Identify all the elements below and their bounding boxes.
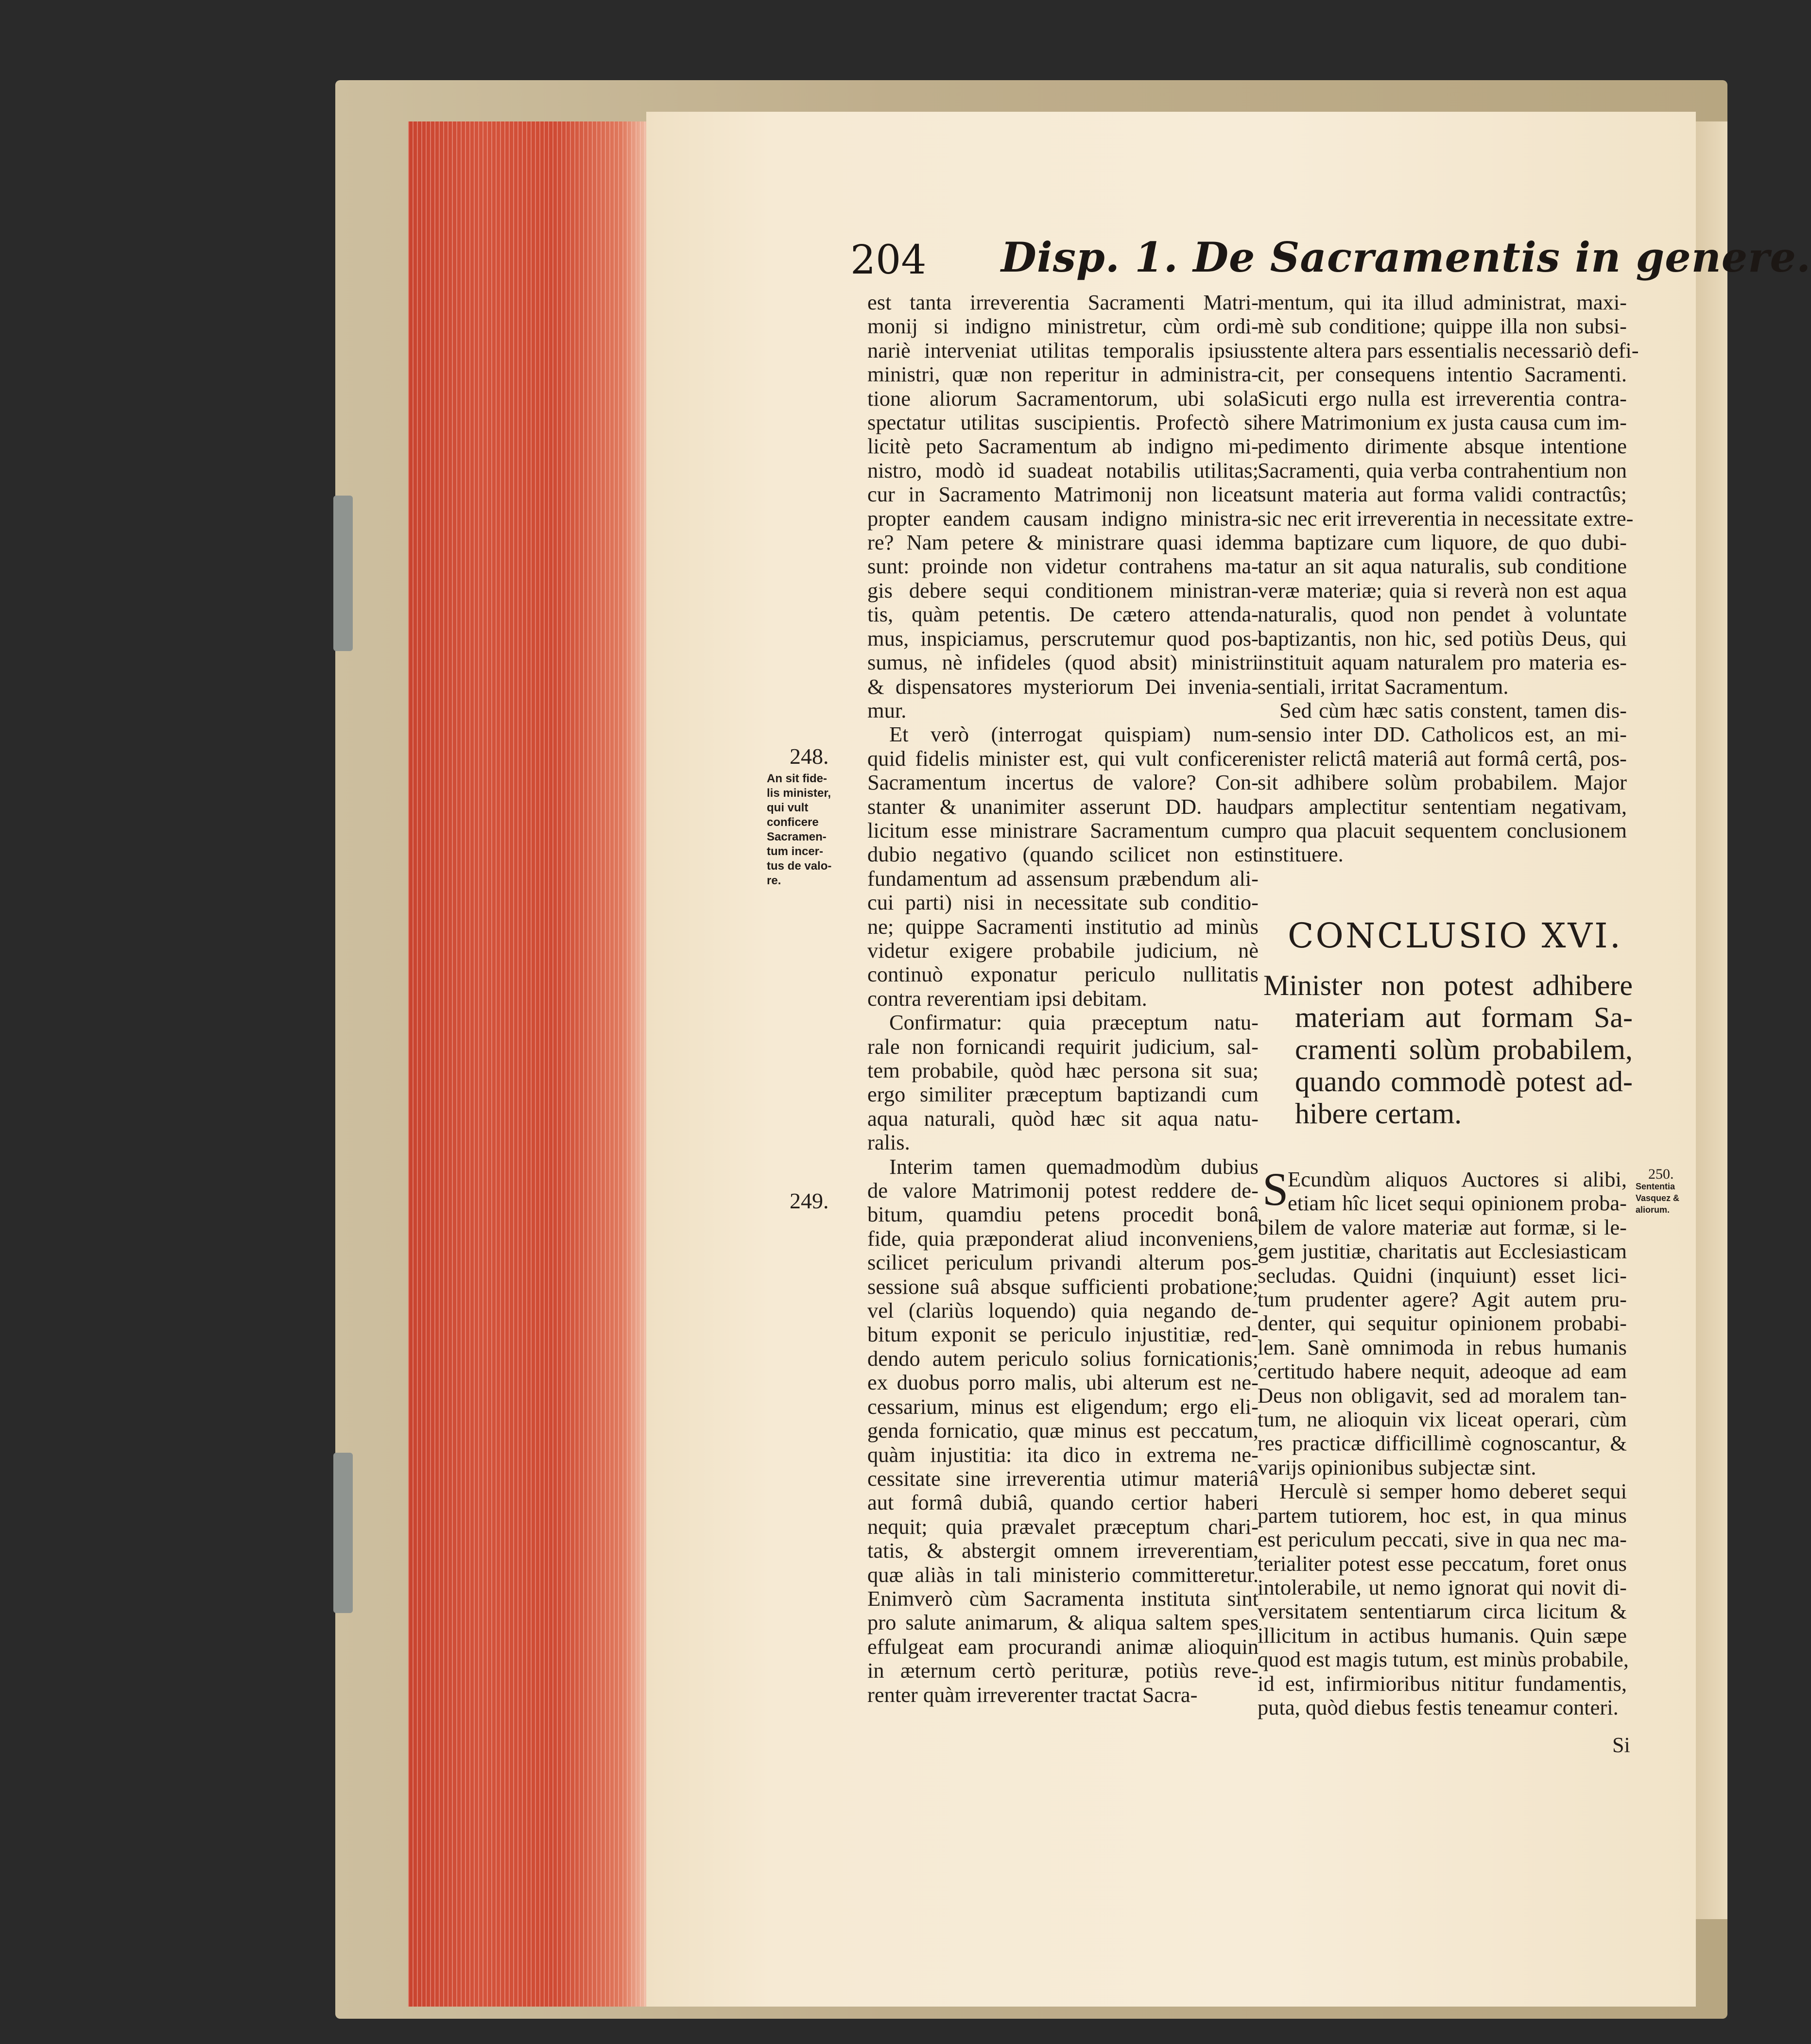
text-line: sentiali, irritat Sacramentum.: [1258, 674, 1509, 699]
text-line: ex duobus porro malis, ubi alterum est ne-: [867, 1370, 1259, 1395]
text-line: gis debere sequi conditionem ministran-: [867, 578, 1259, 602]
page-number: 204: [850, 237, 927, 283]
margin-note-line: Sacramen-: [767, 830, 827, 843]
clasp-top: [333, 496, 353, 651]
text-line: sunt: proinde non videtur contrahens ma-: [867, 554, 1259, 579]
text-line: sit adhibere solùm probabilem. Major: [1258, 770, 1627, 795]
text-line: sic nec erit irreverentia in necessitate extre-: [1258, 506, 1634, 531]
margin-note-line: lis minister,: [767, 787, 831, 800]
text-line: tum, ne alioquin vix liceat operari, cùm: [1258, 1407, 1627, 1432]
conclusio-title: CONCLUSIO XVI.: [1288, 916, 1622, 956]
text-line: res practicæ difficillimè cognoscantur, &: [1258, 1431, 1627, 1456]
text-line: re? Nam petere & ministrare quasi idem: [867, 530, 1259, 555]
text-line: quando commodè potest ad-: [1295, 1065, 1633, 1098]
text-line: nister relictâ materiâ aut formâ certâ, pos-: [1258, 746, 1627, 771]
text-line: est tanta irreverentia Sacramenti Matri-: [867, 290, 1259, 314]
right-column-bottom: [1258, 1163, 1629, 1719]
text-line: pedimento dirimente absque intentione: [1258, 434, 1627, 459]
text-line: sensio inter DD. Catholicos est, an mi-: [1258, 722, 1627, 747]
text-line: ministri, quæ non reperitur in administra-: [867, 362, 1259, 387]
text-line: pro qua placuit sequentem conclusionem: [1258, 818, 1627, 842]
text-line: Et verò (interrogat quispiam) num-: [889, 722, 1259, 747]
text-line: ma baptizare cum liquore, de quo dubi-: [1258, 530, 1627, 555]
text-line: pro salute animarum, & aliqua saltem spes: [867, 1610, 1259, 1635]
drop-cap: S: [1262, 1163, 1289, 1215]
conclusio-text: [1263, 969, 1633, 1130]
text-line: stente altera pars essentialis necessariò defi-: [1258, 338, 1639, 362]
text-line: tatis, & abstergit omnem irreverentiam,: [867, 1538, 1259, 1563]
margin-number-248: 248.: [790, 744, 829, 769]
text-line: mentum, qui ita illud administrat, maxi-: [1258, 290, 1627, 314]
left-column: [867, 291, 1259, 1707]
text-line: tatur an sit aqua naturalis, sub conditione: [1258, 554, 1627, 579]
text-line: cur in Sacramento Matrimonij non liceat: [867, 482, 1259, 507]
text-line: effulgeat eam procurandi animæ alioquin: [867, 1634, 1259, 1659]
text-line: versitatem sententiarum circa licitum &: [1258, 1599, 1627, 1624]
text-line: ralis.: [867, 1130, 910, 1155]
text-line: naturalis, quod non pendet à voluntate: [1258, 602, 1627, 627]
text-line: Sacramenti, quia verba contrahentium non: [1258, 458, 1627, 482]
text-line: continuò exponatur periculo nullitatis: [867, 962, 1259, 987]
text-line: intolerabile, ut nemo ignorat qui novit di-: [1258, 1575, 1627, 1599]
text-line: Minister non potest adhibere: [1263, 969, 1633, 1001]
text-line: Sacramentum incertus de valore? Con-: [867, 770, 1259, 795]
text-line: quid fidelis minister est, qui vult conficere: [867, 746, 1259, 771]
text-line: Interim tamen quemadmodùm dubius: [889, 1154, 1259, 1179]
text-line: instituit aquam naturalem pro materia es-: [1258, 650, 1627, 675]
text-line: ergo similiter præceptum baptizandi cum: [867, 1082, 1259, 1107]
text-line: sumus, nè infideles (quod absit) ministri: [867, 650, 1259, 675]
margin-number-249: 249.: [790, 1188, 829, 1213]
text-line: aqua naturali, quòd hæc sit aqua natu-: [867, 1106, 1259, 1131]
margin-note-line: Sententia: [1636, 1182, 1675, 1191]
text-line: mus, inspiciamus, perscrutemur quod pos-: [867, 626, 1259, 651]
catchword: Si: [1612, 1733, 1630, 1757]
text-line: contra reverentiam ipsi debitam.: [867, 986, 1147, 1011]
text-line: fide, quia præponderat aliud inconveniens,: [867, 1226, 1259, 1251]
margin-note-line: tus de valo-: [767, 859, 832, 873]
text-line: fundamentum ad assensum præbendum ali-: [867, 866, 1259, 891]
text-line: licitè peto Sacramentum ab indigno mi-: [867, 434, 1259, 459]
text-line: Enimverò cùm Sacramenta instituta sint: [867, 1586, 1259, 1611]
text-line: & dispensatores mysteriorum Dei invenia-: [867, 674, 1259, 699]
text-line: materiam aut formam Sa-: [1295, 1001, 1633, 1033]
running-head: [850, 233, 1811, 296]
text-line: mè sub conditione; quippe illa non subsi-: [1258, 314, 1627, 339]
text-line: instituere.: [1258, 842, 1344, 867]
text-line: cit, per consequens intentio Sacramenti.: [1258, 362, 1627, 387]
text-line: renter quàm irreverenter tractat Sacra-: [867, 1682, 1198, 1707]
clasp-bottom: [333, 1453, 353, 1613]
margin-number-250: 250.: [1648, 1166, 1674, 1182]
text-line: sessione suâ absque sufficienti probatione;: [867, 1274, 1259, 1299]
text-line: here Matrimonium ex justa causa cum im-: [1258, 410, 1627, 435]
text-line: hibere certam.: [1295, 1098, 1462, 1130]
text-line: Sed cùm hæc satis constent, tamen dis-: [1279, 698, 1627, 722]
text-line: stanter & unanimiter asserunt DD. haud: [867, 794, 1259, 819]
text-line: tum prudenter agere? Agit autem pru-: [1258, 1287, 1627, 1312]
text-line: cramenti solùm probabilem,: [1295, 1033, 1633, 1065]
text-line: Deus non obligavit, sed ad moralem tan-: [1258, 1383, 1627, 1408]
text-line: dubio negativo (quando scilicet non est: [867, 842, 1259, 867]
margin-note-line: re.: [767, 874, 781, 887]
text-line: in æternum certò perituræ, potiùs reve-: [867, 1658, 1259, 1683]
text-line: bitum, quamdiu petens procedit bonâ: [867, 1202, 1259, 1227]
text-line: tis, quàm petentis. De cætero attenda-: [867, 602, 1259, 627]
text-line: propter eandem causam indigno ministra-: [867, 506, 1259, 531]
text-line: tem probabile, quòd hæc persona sit sua;: [867, 1058, 1259, 1082]
text-line: rale non fornicandi requirit judicium, sal-: [867, 1034, 1259, 1059]
text-line: Confirmatur: quia præceptum natu-: [889, 1010, 1259, 1035]
text-line: ne; quippe Sacramenti institutio ad minùs: [867, 914, 1259, 939]
text-line: terialiter potest esse peccatum, foret onus: [1258, 1551, 1627, 1576]
margin-note-line: qui vult: [767, 801, 809, 814]
text-line: Herculè si semper homo deberet sequi: [1279, 1479, 1627, 1504]
margin-note-248: [767, 772, 852, 888]
text-line: veræ materiæ; quia si reverà non est aqua: [1258, 578, 1627, 602]
text-line: est periculum peccati, sive in qua nec ma-: [1258, 1527, 1627, 1552]
text-line: aut formâ dubiâ, quando certior haberi: [867, 1490, 1259, 1515]
text-line: lem. Sanè omnimoda in rebus humanis: [1258, 1335, 1627, 1359]
text-line: etiam hîc licet sequi opinionem proba-: [1288, 1191, 1627, 1216]
text-line: Ecundùm aliquos Auctores si alibi,: [1288, 1167, 1627, 1191]
text-line: genda fornicatio, quæ minus est peccatum,: [867, 1418, 1259, 1443]
text-line: de valore Matrimonij potest reddere de-: [867, 1178, 1259, 1203]
text-line: monij si indigno ministretur, cùm ordi-: [867, 314, 1259, 339]
text-line: puta, quòd diebus festis teneamur conteri.: [1258, 1695, 1619, 1719]
next-page-edge: [1691, 121, 1727, 1919]
text-line: scilicet periculum privandi alterum pos-: [867, 1250, 1259, 1275]
margin-note-line: aliorum.: [1636, 1205, 1670, 1215]
text-line: partem tutiorem, hoc est, in qua minus: [1258, 1503, 1627, 1528]
text-line: certitudo habere nequit, adeoque ad eam: [1258, 1359, 1627, 1384]
text-line: denter, qui sequitur opinionem probabi-: [1258, 1311, 1627, 1336]
text-line: varijs opinionibus subjectæ sint.: [1258, 1455, 1536, 1479]
text-line: quod est magis tutum, est minùs probabile,: [1258, 1647, 1629, 1672]
text-line: nariè interveniat utilitas temporalis ipsius: [867, 338, 1259, 362]
margin-note-250: [1636, 1181, 1689, 1216]
text-line: cessarium, minus est eligendum; ergo eli-: [867, 1394, 1259, 1419]
text-line: nequit; quia prævalet præceptum chari-: [867, 1514, 1259, 1539]
text-line: id est, infirmioribus nititur fundamentis,: [1258, 1671, 1627, 1696]
text-line: cessitate sine irreverentia utimur materiâ: [867, 1466, 1259, 1491]
text-line: vel (clariùs loquendo) quia negando de-: [867, 1298, 1259, 1323]
text-line: cui parti) nisi in necessitate sub conditio-: [867, 890, 1259, 915]
margin-note-line: tum incer-: [767, 845, 824, 858]
text-line: quæ aliàs in tali ministerio committeretur.: [867, 1562, 1259, 1587]
text-line: bilem de valore materiæ aut formæ, si le-: [1258, 1215, 1627, 1239]
text-line: licitum esse ministrare Sacramentum cum: [867, 818, 1259, 842]
text-line: Sicuti ergo nulla est irreverentia contra-: [1258, 386, 1627, 411]
text-line: illicitum in actibus humanis. Quin sæpe: [1258, 1623, 1627, 1648]
running-title: Disp. 1. De Sacramentis in genere.: [1001, 233, 1811, 281]
text-line: quàm injustitia: ita dico in extrema ne-: [867, 1442, 1259, 1467]
margin-note-line: An sit fide-: [767, 772, 827, 785]
text-line: spectatur utilitas suscipientis. Profectò si: [867, 410, 1259, 435]
margin-note-line: Vasquez &: [1636, 1193, 1680, 1203]
text-line: bitum exponit se periculo injustitiæ, red-: [867, 1322, 1259, 1347]
margin-note-line: conficere: [767, 816, 819, 829]
text-line: dendo autem periculo solius fornicationis;: [867, 1346, 1259, 1371]
text-line: baptizantis, non hic, sed potiùs Deus, qui: [1258, 626, 1627, 651]
text-line: sunt materia aut forma validi contractûs;: [1258, 482, 1627, 507]
right-column-top: [1258, 290, 1639, 867]
text-line: mur.: [867, 698, 907, 722]
text-line: gem justitiæ, charitatis aut Ecclesiasticam: [1258, 1239, 1627, 1264]
text-line: secludas. Quidni (inquiunt) esset lici-: [1258, 1263, 1627, 1288]
text-line: videtur exigere probabile judicium, nè: [867, 938, 1259, 962]
text-line: nistro, modò id suadeat notabilis utilitas;: [867, 458, 1259, 482]
text-line: tione aliorum Sacramentorum, ubi sola: [867, 386, 1259, 411]
red-page-edges: [408, 121, 651, 2007]
text-line: pars amplectitur sententiam negativam,: [1258, 794, 1627, 819]
